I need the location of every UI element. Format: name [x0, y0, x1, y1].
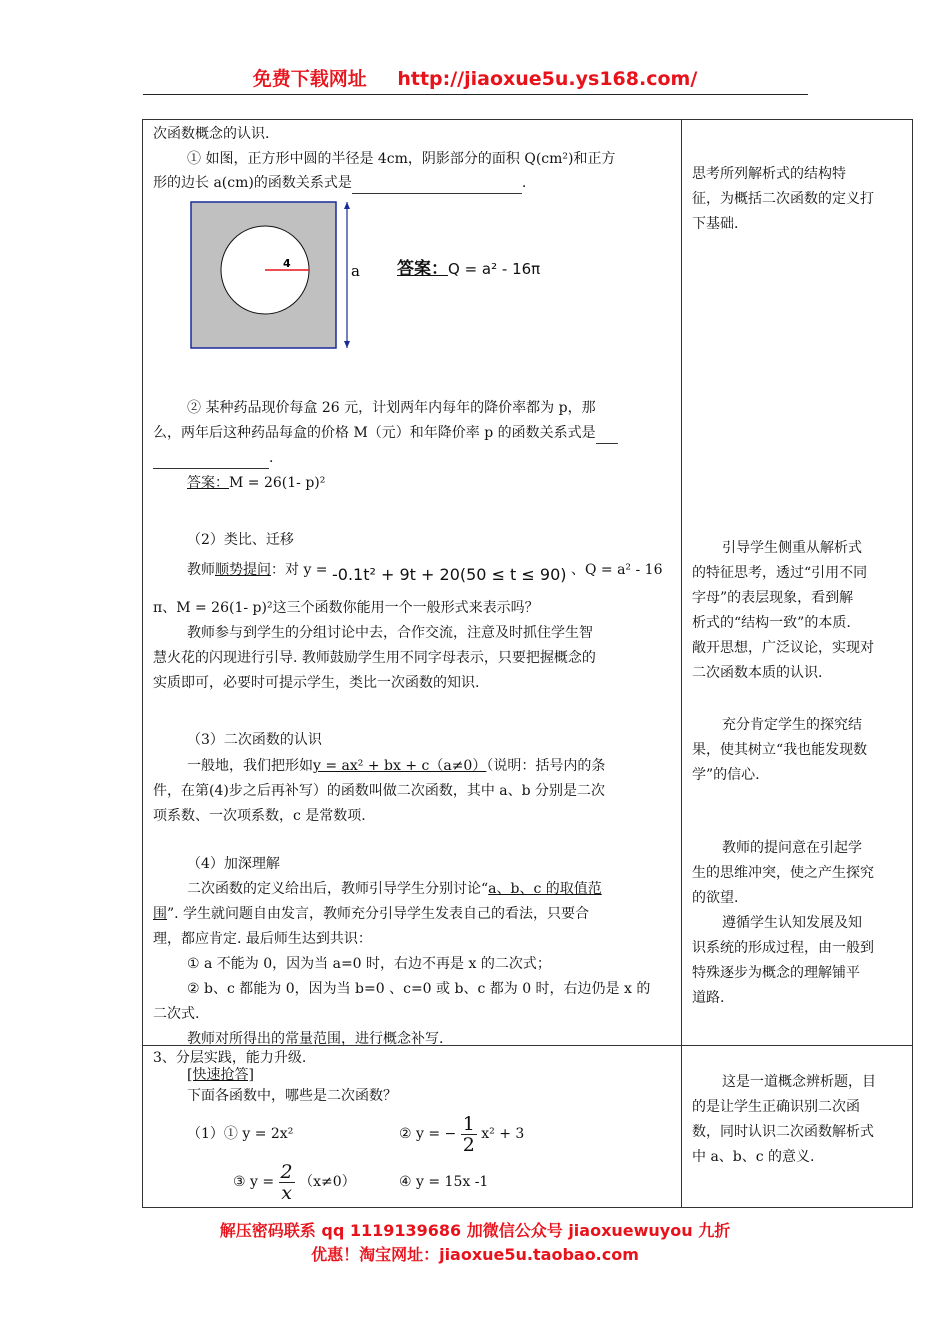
- note-5-line2: 的是让学生正确识别二次函: [692, 1099, 860, 1115]
- note-2-line2: 的特征思考，透过“引用不同: [692, 565, 868, 581]
- radius-label: 4: [283, 257, 291, 270]
- section5-question: 下面各函数中，哪些是二次函数？: [187, 1088, 397, 1104]
- header-title: 免费下载网址: [252, 68, 367, 90]
- section4-line5: ② b、c 都能为 0，因为当 b=0 、c=0 或 b、c 都为 0 时，右边仍是 x 的: [187, 981, 651, 997]
- lesson-table: [142, 119, 913, 1208]
- arrow-up-icon: [344, 202, 350, 209]
- note-4-line7: 道路.: [692, 990, 725, 1006]
- note-4-line2: 生的思维冲突，使之产生探究: [692, 865, 874, 881]
- note-2-line6: 二次函数本质的认识.: [692, 665, 823, 681]
- table-row: [143, 1046, 913, 1208]
- note-1-line3: 下基础.: [692, 216, 739, 232]
- left-cell-practice: [143, 1046, 682, 1208]
- exercise-item-4: ④ y = 15x -1: [399, 1174, 489, 1190]
- page-header: [0, 64, 950, 91]
- section4-line1: 二次函数的定义给出后，教师引导学生分别讨论“a、b、c 的取值范: [187, 881, 602, 897]
- section4-title: （4）加深理解: [187, 856, 280, 872]
- section4-line3: 理，都应肯定. 最后师生达到共识：: [153, 931, 372, 947]
- note-4-line1: 教师的提问意在引起学: [722, 840, 862, 856]
- section4-line2: 围”. 学生就问题自由发言，教师充分引导学生发表自己的看法，只要合: [153, 906, 590, 922]
- right-cell-main: [682, 120, 913, 1046]
- q2-line3: .: [153, 448, 273, 469]
- section5-title: 3、分层实践，能力升级.: [153, 1050, 307, 1066]
- section4-line4: ① a 不能为 0，因为当 a=0 时，右边不再是 x 的二次式；: [187, 956, 551, 972]
- side-label: a: [351, 262, 360, 280]
- exercise-item-2: ② y = − $\frac{1}{2}$ x² + 3: [399, 1112, 525, 1156]
- q1-line1: ① 如图，正方形中圆的半径是 4cm，阴影部分的面积 Q(cm²)和正方: [187, 151, 616, 167]
- section3-line1: 一般地，我们把形如y = ax² + bx + c（a≠0）（说明：括号内的条: [187, 758, 606, 774]
- q2-line1: ② 某种药品现价每盒 26 元，计划两年内每年的降价率都为 p，那: [187, 400, 596, 416]
- note-3-line1: 充分肯定学生的探究结: [722, 717, 862, 733]
- section4-line6: 二次式.: [153, 1006, 200, 1022]
- section3-line2: 件，在第(4)步之后再补写）的函数叫做二次函数，其中 a、b 分别是二次: [153, 783, 606, 799]
- note-4-line4: 遵循学生认知发展及知: [722, 915, 862, 931]
- table-row: [143, 120, 913, 1046]
- fraction-one-half: $\frac{1}{2}$: [462, 1112, 475, 1156]
- answer2: 答案：M = 26(1- p)²: [187, 475, 326, 491]
- note-4-line5: 识系统的形成过程，由一般到: [692, 940, 874, 956]
- answer-blank: [352, 173, 522, 194]
- section2-para1: 教师参与到学生的分组讨论中去，合作交流，注意及时抓住学生智: [187, 625, 593, 641]
- header-url[interactable]: http://jiaoxue5u.ys168.com/: [397, 68, 698, 90]
- right-cell-practice: [682, 1046, 913, 1208]
- header-divider: [143, 94, 808, 95]
- note-1-line1: 思考所列解析式的结构特: [692, 166, 846, 182]
- note-3-line2: 果，使其树立“我也能发现数: [692, 742, 868, 758]
- square-circle-figure: [187, 198, 367, 354]
- note-3-line3: 学”的信心.: [692, 767, 760, 783]
- answer-blank: [153, 448, 269, 469]
- note-5-line4: 中 a、b、c 的意义.: [692, 1149, 815, 1165]
- arrow-down-icon: [344, 341, 350, 348]
- exercise-item-1: （1）① y = 2x²: [187, 1126, 294, 1142]
- note-1-line2: 征，为概括二次函数的定义打: [692, 191, 874, 207]
- footer-line1: 解压密码联系 qq 1119139686 加微信公众号 jiaoxuewuyou 九折: [219, 1221, 731, 1240]
- section2-para3: 实质即可，必要时可提示学生，类比一次函数的知识.: [153, 675, 480, 691]
- section4-line7: 教师对所得出的常量范围，进行概念补写.: [187, 1031, 444, 1047]
- section5-tag: [快速抢答]: [187, 1067, 254, 1083]
- section2-line1: 教师顺势提问：对 y = -0.1t² + 9t + 20(50 ≤ t ≤ 90) 、Q = a² - 16: [187, 562, 663, 584]
- exercise-item-3: ③ y = $\frac{2}{x}$ （x≠0）: [233, 1160, 356, 1204]
- note-4-line3: 的欲望.: [692, 890, 739, 906]
- formula: -0.1t² + 9t + 20(50 ≤ t ≤ 90): [332, 565, 567, 584]
- note-2-line5: 敞开思想，广泛议论，实现对: [692, 640, 874, 656]
- answer1: 答案：Q = a² - 16π: [397, 259, 541, 279]
- note-2-line3: 字母”的表层现象，看到解: [692, 590, 854, 606]
- left-cell-main: [143, 120, 682, 1046]
- note-2-line1: 引导学生侧重从解析式: [722, 540, 862, 556]
- note-5-line1: 这是一道概念辨析题，目: [722, 1074, 876, 1090]
- note-2-line4: 析式的“结构一致”的本质.: [692, 615, 851, 631]
- section2-title: （2）类比、迁移: [187, 532, 294, 548]
- section2-line2: π、M = 26(1- p)²这三个函数你能用一个一般形式来表示吗？: [153, 600, 539, 616]
- q2-line2: 么，两年后这种药品每盒的价格 M（元）和年降价率 p 的函数关系式是: [153, 423, 618, 444]
- q1-line2: 形的边长 a(cm)的函数关系式是 .: [153, 173, 526, 194]
- note-4-line6: 特殊逐步为概念的理解铺平: [692, 965, 860, 981]
- section3-title: （3）二次函数的认识: [187, 732, 322, 748]
- footer-line2[interactable]: 优惠！淘宝网址：jiaoxue5u.taobao.com: [311, 1245, 639, 1264]
- note-5-line3: 数，同时认识二次函数解析式: [692, 1124, 874, 1140]
- fraction-two-over-x: $\frac{2}{x}$: [280, 1160, 293, 1204]
- intro-text: 次函数概念的认识.: [153, 126, 270, 142]
- section2-para2: 慧火花的闪现进行引导. 教师鼓励学生用不同字母表示，只要把握概念的: [153, 650, 596, 666]
- section3-line3: 项系数、一次项系数，c 是常数项.: [153, 808, 366, 824]
